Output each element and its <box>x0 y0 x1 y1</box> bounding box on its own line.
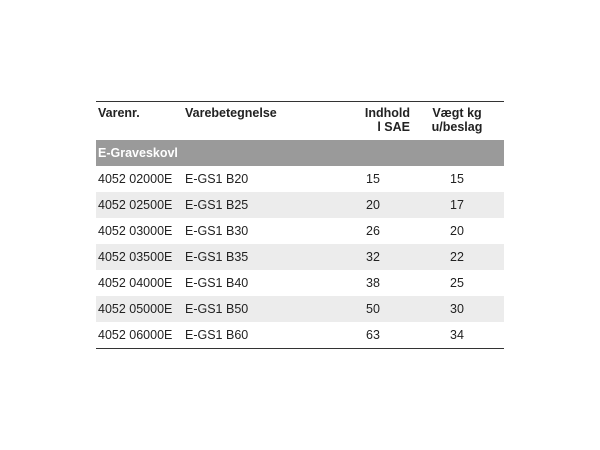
cell-vaegt: 22 <box>450 250 464 264</box>
table-row <box>96 270 504 296</box>
table-header <box>96 102 504 140</box>
product-table <box>96 101 504 349</box>
section-band <box>96 140 504 166</box>
header-indhold-line2: l SAE <box>377 120 410 134</box>
header-vaegt-line2: u/beslag <box>431 120 483 134</box>
cell-varenr: 4052 02500E <box>98 198 173 212</box>
cell-vaegt: 15 <box>450 172 464 186</box>
cell-vaegt: 17 <box>450 198 464 212</box>
cell-indhold: 20 <box>366 198 380 212</box>
header-vaegt-line1: Vægt kg <box>432 106 482 120</box>
cell-indhold: 50 <box>366 302 380 316</box>
cell-varenr: 4052 02000E <box>98 172 173 186</box>
header-varebetegnelse: Varebetegnelse <box>185 106 277 120</box>
cell-indhold: 26 <box>366 224 380 238</box>
cell-indhold: 15 <box>366 172 380 186</box>
cell-varenr: 4052 06000E <box>98 328 173 342</box>
table-row <box>96 218 504 244</box>
cell-vaegt: 25 <box>450 276 464 290</box>
table-row <box>96 296 504 322</box>
section-title: E-Graveskovl <box>98 146 178 160</box>
table-row <box>96 244 504 270</box>
header-indhold-line1: Indhold <box>364 106 410 120</box>
cell-betegnelse: E-GS1 B20 <box>185 172 249 186</box>
table-row <box>96 166 504 192</box>
cell-vaegt: 34 <box>450 328 464 342</box>
cell-indhold: 63 <box>366 328 380 342</box>
cell-betegnelse: E-GS1 B30 <box>185 224 249 238</box>
cell-betegnelse: E-GS1 B25 <box>185 198 249 212</box>
cell-varenr: 4052 03500E <box>98 250 173 264</box>
header-vaegt <box>422 106 492 134</box>
cell-betegnelse: E-GS1 B40 <box>185 276 249 290</box>
cell-indhold: 38 <box>366 276 380 290</box>
cell-betegnelse: E-GS1 B60 <box>185 328 249 342</box>
cell-varenr: 4052 03000E <box>98 224 173 238</box>
cell-vaegt: 30 <box>450 302 464 316</box>
cell-varenr: 4052 05000E <box>98 302 173 316</box>
cell-betegnelse: E-GS1 B35 <box>185 250 249 264</box>
table-row <box>96 192 504 218</box>
table-row <box>96 322 504 348</box>
header-varenr: Varenr. <box>98 106 140 120</box>
cell-varenr: 4052 04000E <box>98 276 173 290</box>
cell-betegnelse: E-GS1 B50 <box>185 302 249 316</box>
header-indhold <box>350 106 410 134</box>
table-bottom-rule <box>96 348 504 349</box>
cell-indhold: 32 <box>366 250 380 264</box>
cell-vaegt: 20 <box>450 224 464 238</box>
